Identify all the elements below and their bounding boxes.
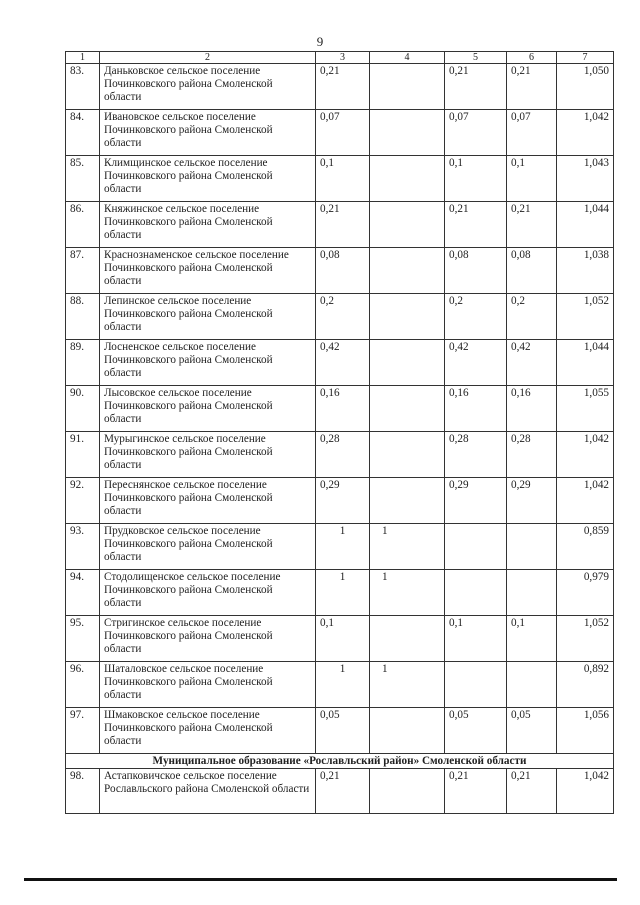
cell-col5: 0,29	[445, 478, 507, 524]
cell-col7: 1,050	[557, 64, 614, 110]
cell-col6: 0,29	[507, 478, 557, 524]
bottom-rule	[24, 878, 617, 881]
cell-col6: 0,1	[507, 616, 557, 662]
cell-col5: 0,16	[445, 386, 507, 432]
row-number: 88.	[66, 294, 100, 340]
cell-col5	[445, 524, 507, 570]
row-number: 97.	[66, 708, 100, 754]
settlement-name: Астапковичское сельское поселение Рославльского района Смоленской области	[100, 769, 316, 814]
cell-col5: 0,1	[445, 156, 507, 202]
row-number: 86.	[66, 202, 100, 248]
cell-col6: 0,08	[507, 248, 557, 294]
table-row	[66, 64, 614, 110]
cell-col5: 0,42	[445, 340, 507, 386]
cell-col6: 0,16	[507, 386, 557, 432]
column-header: 2	[100, 52, 316, 64]
cell-col6: 0,21	[507, 769, 557, 814]
cell-col7: 1,056	[557, 708, 614, 754]
cell-col3: 0,21	[316, 769, 370, 814]
cell-col6: 0,42	[507, 340, 557, 386]
settlement-name: Стригинское сельское поселение Починковского района Смоленской области	[100, 616, 316, 662]
cell-col5: 0,2	[445, 294, 507, 340]
cell-col5: 0,21	[445, 202, 507, 248]
cell-col3: 0,16	[316, 386, 370, 432]
table-row	[66, 156, 614, 202]
table-row	[66, 769, 614, 814]
cell-col7: 1,052	[557, 616, 614, 662]
cell-col5: 0,1	[445, 616, 507, 662]
cell-col6: 0,1	[507, 156, 557, 202]
cell-col4	[370, 156, 445, 202]
cell-col7: 1,042	[557, 110, 614, 156]
cell-col6: 0,28	[507, 432, 557, 478]
cell-col6: 0,21	[507, 64, 557, 110]
page-number: 9	[316, 34, 324, 49]
column-header: 7	[557, 52, 614, 64]
cell-col5	[445, 570, 507, 616]
cell-col7: 1,038	[557, 248, 614, 294]
cell-col3: 0,1	[316, 616, 370, 662]
settlement-name: Шаталовское сельское поселение Починковского района Смоленской области	[100, 662, 316, 708]
cell-col3: 0,07	[316, 110, 370, 156]
settlements-table	[65, 51, 614, 814]
table-row	[66, 616, 614, 662]
cell-col5: 0,21	[445, 64, 507, 110]
cell-col4	[370, 110, 445, 156]
table-row	[66, 386, 614, 432]
cell-col3: 0,21	[316, 202, 370, 248]
cell-col7: 0,979	[557, 570, 614, 616]
cell-col3: 0,1	[316, 156, 370, 202]
cell-col4	[370, 432, 445, 478]
settlement-name: Ивановское сельское поселение Починковского района Смоленской области	[100, 110, 316, 156]
section-title: Муниципальное образование «Рославльский район» Смоленской области	[66, 754, 614, 769]
row-number: 92.	[66, 478, 100, 524]
cell-col3: 0,29	[316, 478, 370, 524]
cell-col7: 1,042	[557, 769, 614, 814]
cell-col3: 0,21	[316, 64, 370, 110]
settlement-name: Краснознаменское сельское поселение Починковского района Смоленской области	[100, 248, 316, 294]
cell-col5: 0,05	[445, 708, 507, 754]
table-row	[66, 570, 614, 616]
settlement-name: Стодолищенское сельское поселение Починковского района Смоленской области	[100, 570, 316, 616]
row-number: 89.	[66, 340, 100, 386]
table-row	[66, 340, 614, 386]
cell-col6	[507, 662, 557, 708]
table-row	[66, 662, 614, 708]
cell-col6	[507, 570, 557, 616]
cell-col4	[370, 294, 445, 340]
table-row	[66, 294, 614, 340]
row-number: 98.	[66, 769, 100, 814]
cell-col4	[370, 386, 445, 432]
cell-col7: 1,042	[557, 478, 614, 524]
cell-col7: 1,044	[557, 340, 614, 386]
column-header: 1	[66, 52, 100, 64]
row-number: 94.	[66, 570, 100, 616]
cell-col4	[370, 248, 445, 294]
cell-col4: 1	[370, 662, 445, 708]
cell-col4	[370, 202, 445, 248]
settlement-name: Лысовское сельское поселение Починковского района Смоленской области	[100, 386, 316, 432]
column-header: 5	[445, 52, 507, 64]
cell-col3: 0,08	[316, 248, 370, 294]
table-row	[66, 248, 614, 294]
settlement-name: Лепинское сельское поселение Починковского района Смоленской области	[100, 294, 316, 340]
cell-col4	[370, 616, 445, 662]
cell-col6: 0,21	[507, 202, 557, 248]
cell-col6: 0,2	[507, 294, 557, 340]
row-number: 95.	[66, 616, 100, 662]
table-row	[66, 432, 614, 478]
row-number: 85.	[66, 156, 100, 202]
section-header-row	[66, 754, 614, 769]
cell-col3: 1	[316, 570, 370, 616]
column-header: 6	[507, 52, 557, 64]
settlement-name: Княжинское сельское поселение Починковского района Смоленской области	[100, 202, 316, 248]
cell-col6	[507, 524, 557, 570]
cell-col3: 1	[316, 662, 370, 708]
row-number: 83.	[66, 64, 100, 110]
settlement-name: Шмаковское сельское поселение Починковского района Смоленской области	[100, 708, 316, 754]
cell-col7: 0,892	[557, 662, 614, 708]
table-row	[66, 202, 614, 248]
cell-col7: 1,044	[557, 202, 614, 248]
row-number: 87.	[66, 248, 100, 294]
settlement-name: Даньковское сельское поселение Починковского района Смоленской области	[100, 64, 316, 110]
cell-col7: 1,043	[557, 156, 614, 202]
cell-col5: 0,28	[445, 432, 507, 478]
cell-col5: 0,07	[445, 110, 507, 156]
settlement-name: Мурыгинское сельское поселение Починковского района Смоленской области	[100, 432, 316, 478]
table-row	[66, 524, 614, 570]
cell-col4: 1	[370, 524, 445, 570]
settlement-name: Прудковское сельское поселение Починковского района Смоленской области	[100, 524, 316, 570]
cell-col3: 1	[316, 524, 370, 570]
table-row	[66, 708, 614, 754]
column-header-row	[66, 52, 614, 64]
settlement-name: Климщинское сельское поселение Починковского района Смоленской области	[100, 156, 316, 202]
cell-col4	[370, 769, 445, 814]
cell-col7: 1,052	[557, 294, 614, 340]
column-header: 3	[316, 52, 370, 64]
table-row	[66, 478, 614, 524]
cell-col7: 1,042	[557, 432, 614, 478]
cell-col4	[370, 340, 445, 386]
cell-col4	[370, 64, 445, 110]
cell-col3: 0,05	[316, 708, 370, 754]
cell-col3: 0,42	[316, 340, 370, 386]
column-header: 4	[370, 52, 445, 64]
row-number: 90.	[66, 386, 100, 432]
row-number: 84.	[66, 110, 100, 156]
row-number: 96.	[66, 662, 100, 708]
cell-col6: 0,05	[507, 708, 557, 754]
cell-col5: 0,21	[445, 769, 507, 814]
cell-col5	[445, 662, 507, 708]
row-number: 93.	[66, 524, 100, 570]
cell-col4	[370, 478, 445, 524]
settlement-name: Лосненское сельское поселение Починковского района Смоленской области	[100, 340, 316, 386]
cell-col6: 0,07	[507, 110, 557, 156]
cell-col7: 1,055	[557, 386, 614, 432]
cell-col3: 0,2	[316, 294, 370, 340]
cell-col3: 0,28	[316, 432, 370, 478]
table-row	[66, 110, 614, 156]
cell-col4: 1	[370, 570, 445, 616]
settlement-name: Переснянское сельское поселение Починковского района Смоленской области	[100, 478, 316, 524]
cell-col4	[370, 708, 445, 754]
cell-col5: 0,08	[445, 248, 507, 294]
cell-col7: 0,859	[557, 524, 614, 570]
row-number: 91.	[66, 432, 100, 478]
